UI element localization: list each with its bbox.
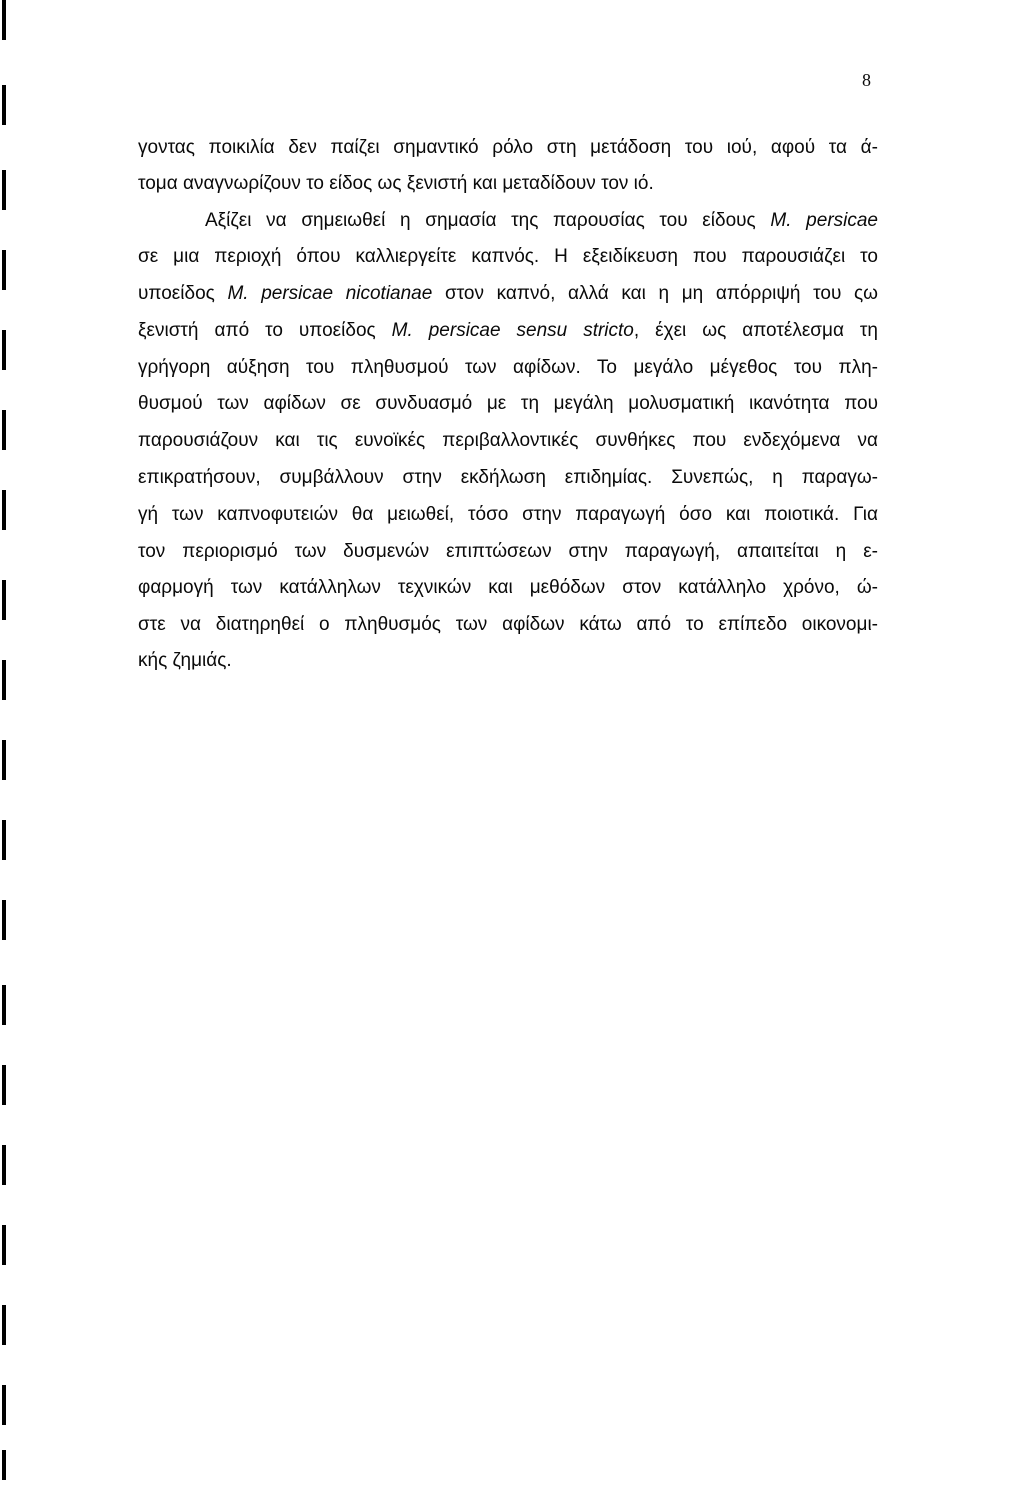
text-segment: γοντας ποικιλία δεν παίζει σημαντικό ρόλο στη μετάδοση του ιού, αφού τα ά- — [138, 137, 878, 158]
text-line — [138, 173, 878, 195]
text-segment: στε να διατηρηθεί ο πληθυσμός των αφίδων κάτω από το επίπεδο οικονομι- — [138, 614, 878, 635]
text-line — [138, 541, 878, 563]
text-segment: τον περιορισμό των δυσμενών επιπτώσεων στην παραγωγή, απαιτείται η ε- — [138, 541, 878, 562]
text-line — [138, 467, 878, 489]
text-segment: φαρμογή των κατάλληλων τεχνικών και μεθόδων στον κατάλληλο χρόνο, ώ- — [138, 577, 878, 598]
text-segment: παρουσιάζουν και τις ευνοϊκές περιβαλλοντικές συνθήκες που ενδεχόμενα να — [138, 430, 878, 451]
text-line — [138, 320, 878, 342]
text-line — [138, 577, 878, 599]
text-line — [138, 137, 878, 159]
text-line — [138, 357, 878, 379]
text-segment: τομα αναγνωρίζουν το είδος ως ξενιστή και μεταδίδουν τον ιό. — [138, 173, 654, 194]
italic-species-name: M. persicae — [770, 210, 879, 231]
text-segment: υποείδος — [138, 283, 228, 304]
text-line — [138, 650, 878, 672]
page-number: 8 — [862, 70, 871, 90]
text-segment: γρήγορη αύξηση του πληθυσμού των αφίδων. Το μεγάλο μέγεθος του πλη- — [138, 357, 878, 378]
text-segment: στον καπνό, αλλά και η μη απόρριψή του ςω — [432, 283, 878, 304]
text-segment: γή των καπνοφυτειών θα μειωθεί, τόσο στην παραγωγή όσο και ποιοτικά. Για — [138, 504, 878, 525]
text-line — [138, 246, 878, 268]
text-line — [138, 283, 878, 305]
text-segment: θυσμού των αφίδων σε συνδυασμό με τη μεγάλη μολυσματική ικανότητα που — [138, 393, 878, 414]
text-segment: Αξίζει να σημειωθεί η σημασία της παρουσίας του είδους — [205, 210, 771, 231]
text-segment: επικρατήσουν, συμβάλλουν στην εκδήλωση επιδημίας. Συνεπώς, η παραγω- — [138, 467, 878, 488]
text-segment: κής ζημιάς. — [138, 650, 232, 671]
italic-species-name: M. persicae nicotianae — [227, 283, 433, 304]
text-line — [138, 504, 878, 526]
text-segment: ξενιστή από το υποείδος — [138, 320, 392, 341]
text-segment: σε μια περιοχή όπου καλλιεργείτε καπνός. Η εξειδίκευση που παρουσιάζει το — [138, 246, 878, 267]
text-line — [138, 614, 878, 636]
text-line — [138, 393, 878, 415]
italic-species-name: M. persicae sensu stricto — [391, 320, 634, 341]
text-line — [138, 430, 878, 452]
text-line — [205, 210, 878, 232]
text-segment: , έχει ως αποτέλεσμα τη — [633, 320, 878, 341]
